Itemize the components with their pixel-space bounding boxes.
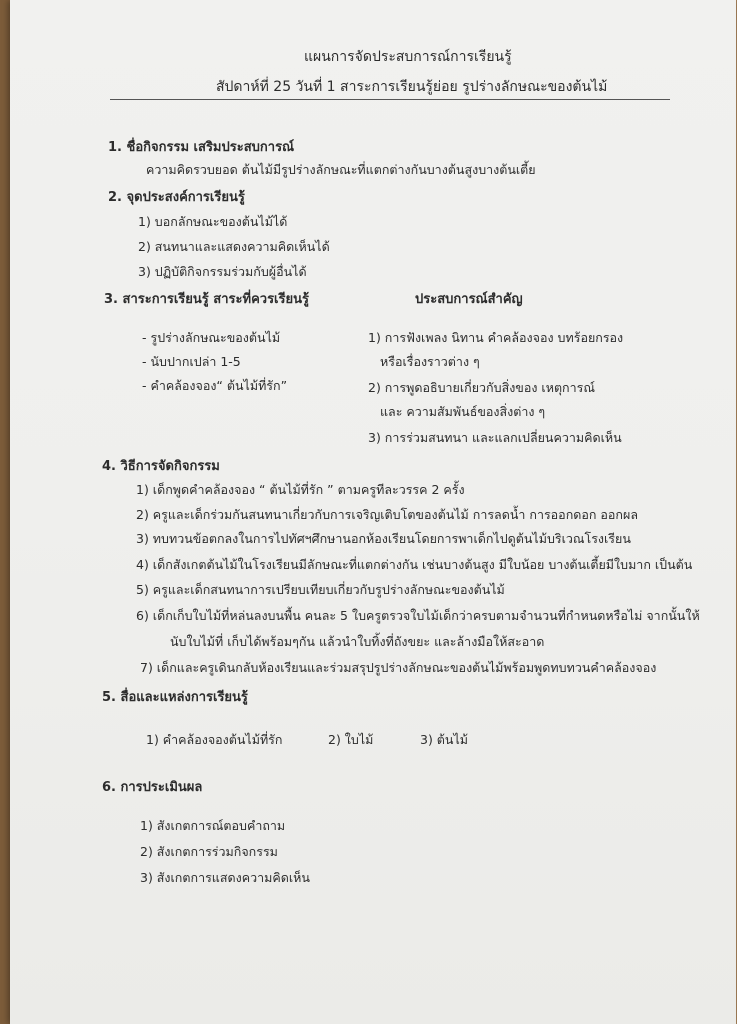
list-item: 2) การพูดอธิบายเกี่ยวกับสิ่งของ เหตุการณ์: [368, 380, 595, 395]
list-item: 3) ต้นไม้: [420, 732, 468, 747]
section-6-heading: 6. การประเมินผล: [102, 780, 203, 795]
header-divider: [110, 99, 670, 100]
list-item: 2) ครูและเด็กร่วมกันสนทนาเกี่ยวกับการเจริญเติบโตของต้นไม้ การลดน้ำ การออกดอก ออกผล: [136, 507, 638, 522]
list-item: 3) การร่วมสนทนา และแลกเปลี่ยนความคิดเห็น: [368, 430, 622, 445]
list-item: - คำคล้องจอง“ ต้นไม้ที่รัก”: [142, 378, 288, 393]
list-item: 1) บอกลักษณะของต้นไม้ได้: [138, 214, 288, 229]
list-item: นับใบไม้ที่ เก็บได้พร้อมๆกัน แล้วนำใบทิ้งที่ถังขยะ และล้างมือให้สะอาด: [170, 634, 545, 649]
page-title: แผนการจัดประสบการณ์การเรียนรู้: [304, 49, 512, 65]
list-item: หรือเรื่องราวต่าง ๆ: [380, 354, 480, 369]
list-item: - รูปร่างลักษณะของต้นไม้: [142, 330, 281, 345]
list-item: 4) เด็กสังเกตต้นไม้ในโรงเรียนมีลักษณะที่แตกต่างกัน เช่นบางต้นสูง มีใบน้อย บางต้นเตี้ยมีใบมาก เป็นต้น: [136, 557, 693, 572]
list-item: 6) เด็กเก็บใบไม้ที่หล่นลงบนพื้น คนละ 5 ใบครูตรวจใบไม้เด็กว่าครบตามจำนวนที่กำหนดหรือไม่ จากนั้นให้: [136, 608, 700, 623]
list-item: 1) เด็กพูดคำคล้องจอง “ ต้นไม้ที่รัก ” ตามครูทีละวรรค 2 ครั้ง: [136, 482, 465, 497]
list-item: 1) คำคล้องจองต้นไม้ที่รัก: [146, 732, 283, 747]
list-item: 7) เด็กและครูเดินกลับห้องเรียนและร่วมสรุปรูปร่างลักษณะของต้นไม้พร้อมพูดทบทวนคำคล้องจอง: [140, 660, 657, 675]
list-item: 3) ปฏิบัติกิจกรรมร่วมกับผู้อื่นได้: [138, 264, 307, 279]
section-4-heading: 4. วิธีการจัดกิจกรรม: [102, 459, 220, 474]
page-subtitle: สัปดาห์ที่ 25 วันที่ 1 สาระการเรียนรู้ย่อย รูปร่างลักษณะของต้นไม้: [216, 79, 608, 95]
list-item: 2) สังเกตการร่วมกิจกรรม: [140, 844, 278, 859]
list-item: 3) ทบทวนข้อตกลงในการไปทัศฯศึกษานอกห้องเรียนโดยการพาเด็กไปดูต้นไม้บริเวณโรงเรียน: [136, 531, 631, 546]
section-2-heading: 2. จุดประสงค์การเรียนรู้: [108, 190, 245, 205]
list-item: 5) ครูและเด็กสนทนาการเปรียบเทียบเกี่ยวกับรูปร่างลักษณะของต้นไม้: [136, 582, 505, 597]
list-item: 1) การฟังเพลง นิทาน คำคล้องจอง บทร้อยกรอง: [368, 330, 624, 345]
section-5-heading: 5. สื่อและแหล่งการเรียนรู้: [102, 690, 248, 705]
section-3-heading: 3. สาระการเรียนรู้ สาระที่ควรเรียนรู้: [104, 292, 309, 307]
list-item: 2) ใบไม้: [328, 732, 374, 747]
document-page: [10, 0, 736, 1024]
list-item: - นับปากเปล่า 1-5: [142, 354, 241, 369]
section-1-text: ความคิดรวบยอด ต้นไม้มีรูปร่างลักษณะที่แตกต่างกันบางต้นสูงบางต้นเตี้ย: [146, 162, 536, 177]
list-item: 3) สังเกตการแสดงความคิดเห็น: [140, 870, 310, 885]
section-3-heading-right: ประสบการณ์สำคัญ: [415, 292, 523, 307]
list-item: 2) สนทนาและแสดงความคิดเห็นได้: [138, 239, 330, 254]
list-item: 1) สังเกตการณ์ตอบคำถาม: [140, 818, 286, 833]
section-1-heading: 1. ชื่อกิจกรรม เสริมประสบการณ์: [108, 140, 295, 155]
list-item: และ ความสัมพันธ์ของสิ่งต่าง ๆ: [380, 404, 546, 419]
